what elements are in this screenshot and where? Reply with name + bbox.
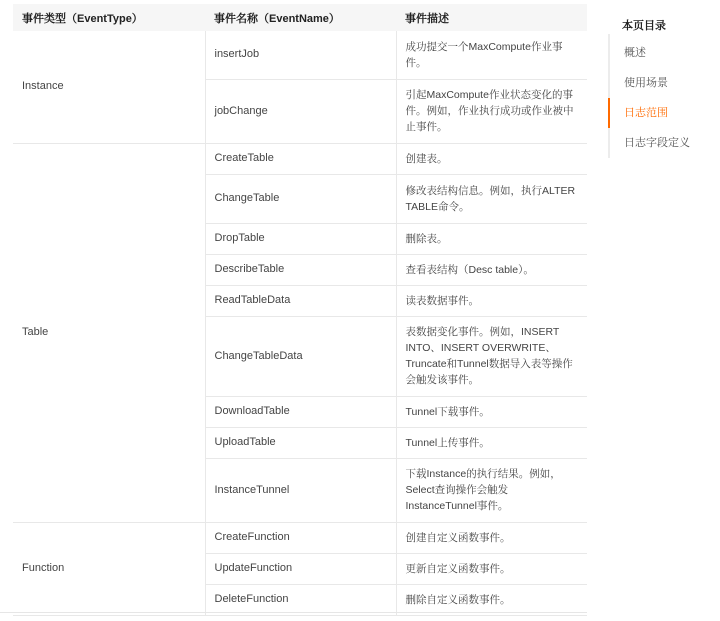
toc-item-log-fields[interactable]: 日志字段定义 bbox=[608, 128, 718, 158]
toc-item-overview[interactable]: 概述 bbox=[608, 38, 718, 68]
header-event-name: 事件名称（EventName） bbox=[205, 4, 396, 31]
event-name: ReadTableData bbox=[205, 285, 396, 316]
header-event-type: 事件类型（EventType） bbox=[13, 4, 205, 31]
group-function: Function bbox=[13, 522, 205, 615]
event-desc: 修改表结构信息。例如，执行ALTER TABLE命令。 bbox=[396, 174, 587, 223]
event-name: CreateTable bbox=[205, 143, 396, 174]
event-desc: 下载Instance的执行结果。例如，Select查询操作会触发InstanceTunnel事件。 bbox=[396, 458, 587, 522]
event-name: InstanceTunnel bbox=[205, 458, 396, 522]
event-name: jobChange bbox=[205, 79, 396, 143]
table-row bbox=[13, 31, 587, 79]
event-desc: 删除表。 bbox=[396, 223, 587, 254]
toc-item-scenarios[interactable]: 使用场景 bbox=[608, 68, 718, 98]
event-desc: Tunnel下载事件。 bbox=[396, 396, 587, 427]
event-name: CreateFunction bbox=[205, 522, 396, 553]
event-desc: 成功提交一个MaxCompute作业事件。 bbox=[396, 31, 587, 79]
event-name: DescribeTable bbox=[205, 254, 396, 285]
event-desc: 读表数据事件。 bbox=[396, 285, 587, 316]
event-table bbox=[13, 4, 587, 616]
event-desc: 表数据变化事件。例如，INSERT INTO、INSERT OVERWRITE、Truncate和Tunnel数据导入表等操作会触发该事件。 bbox=[396, 316, 587, 396]
toc-title: 本页目录 bbox=[622, 20, 666, 32]
event-name: UploadTable bbox=[205, 427, 396, 458]
event-desc: 更新自定义函数事件。 bbox=[396, 553, 587, 584]
event-desc: Tunnel上传事件。 bbox=[396, 427, 587, 458]
table-header-row bbox=[13, 4, 587, 31]
event-desc: 查看表结构（Desc table）。 bbox=[396, 254, 587, 285]
event-name: ChangeTableData bbox=[205, 316, 396, 396]
header-event-desc: 事件描述 bbox=[396, 4, 587, 31]
group-table: Table bbox=[13, 143, 205, 522]
event-desc: 引起MaxCompute作业状态变化的事件。例如，作业执行成功或作业被中止事件。 bbox=[396, 79, 587, 143]
table-row bbox=[13, 143, 587, 174]
page-toc bbox=[608, 18, 718, 158]
event-name: ChangeTable bbox=[205, 174, 396, 223]
toc-item-log-scope[interactable]: 日志范围 bbox=[608, 98, 718, 128]
event-name: insertJob bbox=[205, 31, 396, 79]
event-name: UpdateFunction bbox=[205, 553, 396, 584]
event-name: DropTable bbox=[205, 223, 396, 254]
event-name: DownloadTable bbox=[205, 396, 396, 427]
event-desc: 删除自定义函数事件。 bbox=[396, 584, 587, 615]
bottom-divider bbox=[0, 612, 587, 613]
event-desc: 创建自定义函数事件。 bbox=[396, 522, 587, 553]
table-row bbox=[13, 522, 587, 553]
event-name: DeleteFunction bbox=[205, 584, 396, 615]
event-desc: 创建表。 bbox=[396, 143, 587, 174]
group-instance: Instance bbox=[13, 31, 205, 143]
